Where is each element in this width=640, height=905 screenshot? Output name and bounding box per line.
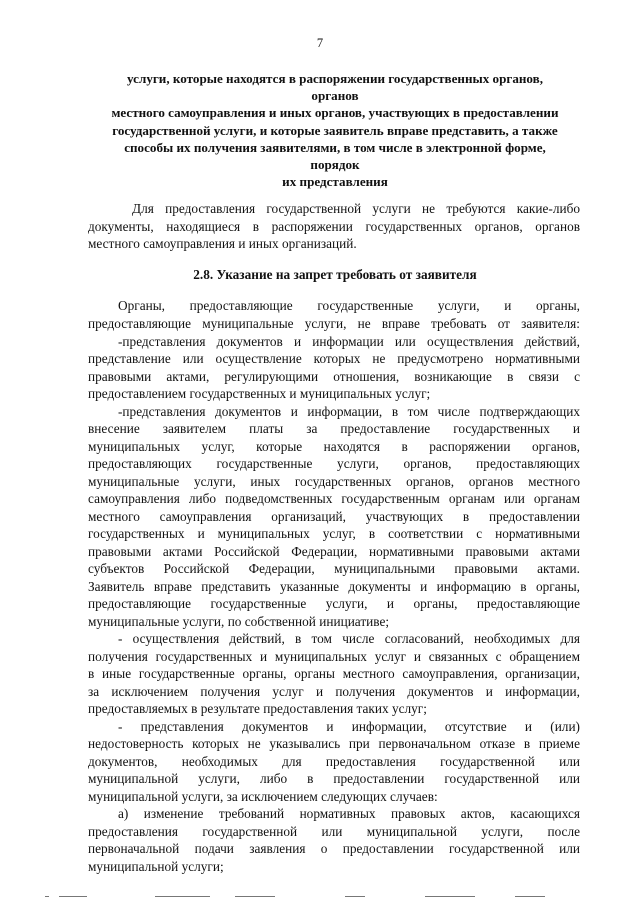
body-line: а) изменение требований нормативных правовых актов, касающихся: [118, 806, 580, 821]
body-line: муниципальные услуги, по собственной инициативе;: [88, 614, 390, 629]
scan-artifact-marks: [45, 896, 605, 900]
body-line: правовыми актами, регулирующими отношения, возникающие в связи с: [88, 369, 580, 384]
body-line: самоуправления либо подведомственных государственным органам или органам: [88, 491, 580, 506]
body-line: муниципальной услуги, либо в предоставлении государственной или: [88, 771, 580, 786]
body-line: Для предоставления государственной услуги не требуются какие-либо: [132, 201, 580, 216]
heading-line: местного самоуправления и иных органов, участвующих в предоставлении: [111, 105, 559, 121]
body-line: документов, необходимых для предоставления государственной или: [88, 754, 580, 769]
heading-line: государственной услуги, и которые заявитель вправе представить, а также: [112, 122, 558, 138]
body-line: предоставлением государственных и муниципальных услуг;: [88, 386, 431, 401]
body-line: первоначальной подачи заявления о предоставлении государственной или: [88, 841, 580, 856]
subsection-heading: 2.8. Указание на запрет требовать от заявителя: [193, 267, 477, 282]
body-line: -представления документов и информации или осуществления действий,: [118, 334, 580, 349]
heading-line: способы их получения заявителями, в том числе в электронной форме,: [124, 139, 546, 155]
body-line: муниципальной услуги, за исключением следующих случаев:: [88, 789, 438, 804]
body-line: предоставляемых в результате предоставления таких услуг;: [88, 701, 427, 716]
section-heading: [70, 70, 600, 190]
body-line: предоставляющие государственные услуги, и органы, предоставляющие: [88, 596, 580, 611]
body-line: местного самоуправления организаций, участвующих в предоставлении: [88, 509, 580, 524]
body-line: недостоверность которых не указывались при первоначальном отказе в приеме: [88, 736, 580, 751]
body-line: представление или осуществление которых не предусмотрено нормативными: [88, 351, 580, 366]
body-line: муниципальные услуги, иных государственных органов, органов местного: [88, 474, 580, 489]
body-line: -представления документов и информации, в том числе подтверждающих: [118, 404, 580, 419]
heading-line: их представления: [282, 174, 388, 190]
body-line: Заявитель вправе представить указанные документы и информацию в органы,: [88, 579, 580, 594]
body-line: муниципальных услуг, которые находятся в распоряжении органов,: [88, 439, 580, 454]
body-line: правовыми актами Российской Федерации, нормативными правовыми актами: [88, 544, 580, 559]
body-line: Органы, предоставляющие государственные услуги, и органы,: [118, 298, 580, 313]
page-number: 7: [316, 36, 324, 50]
body-line: документы, находящиеся в распоряжении государственных органов, органов: [88, 219, 580, 234]
body-line: - осуществления действий, в том числе согласований, необходимых для: [118, 631, 580, 646]
body-line: предоставления государственной или муниципальной услуги, после: [88, 824, 580, 839]
body-line: государственных и муниципальных услуг, в соответствии с нормативными: [88, 526, 580, 541]
body-line: предоставляющие муниципальные услуги, не вправе требовать от заявителя:: [88, 316, 580, 331]
heading-line: услуги, которые находятся в распоряжении государственных органов,: [127, 71, 543, 86]
body-line: в иные государственные органы, органы местного самоуправления, организации,: [88, 666, 580, 681]
body-line: местного самоуправления и иных организаций.: [88, 236, 357, 251]
heading-line: органов: [311, 88, 359, 104]
body-line: муниципальной услуги;: [88, 859, 224, 874]
body-line: внесение заявителем платы за предоставление государственных и: [88, 421, 580, 436]
body-line: субъектов Российской Федерации, муниципальными правовыми актами.: [88, 561, 580, 576]
body-line: предоставляющих государственные услуги, органов, предоставляющих: [88, 456, 580, 471]
body-line: за исключением получения услуг и получения документов и информации,: [88, 684, 580, 699]
heading-line: порядок: [310, 157, 360, 173]
body-line: получения государственных и муниципальных услуг и связанных с обращением: [88, 649, 580, 664]
body-line: - представления документов и информации, отсутствие и (или): [118, 719, 580, 734]
